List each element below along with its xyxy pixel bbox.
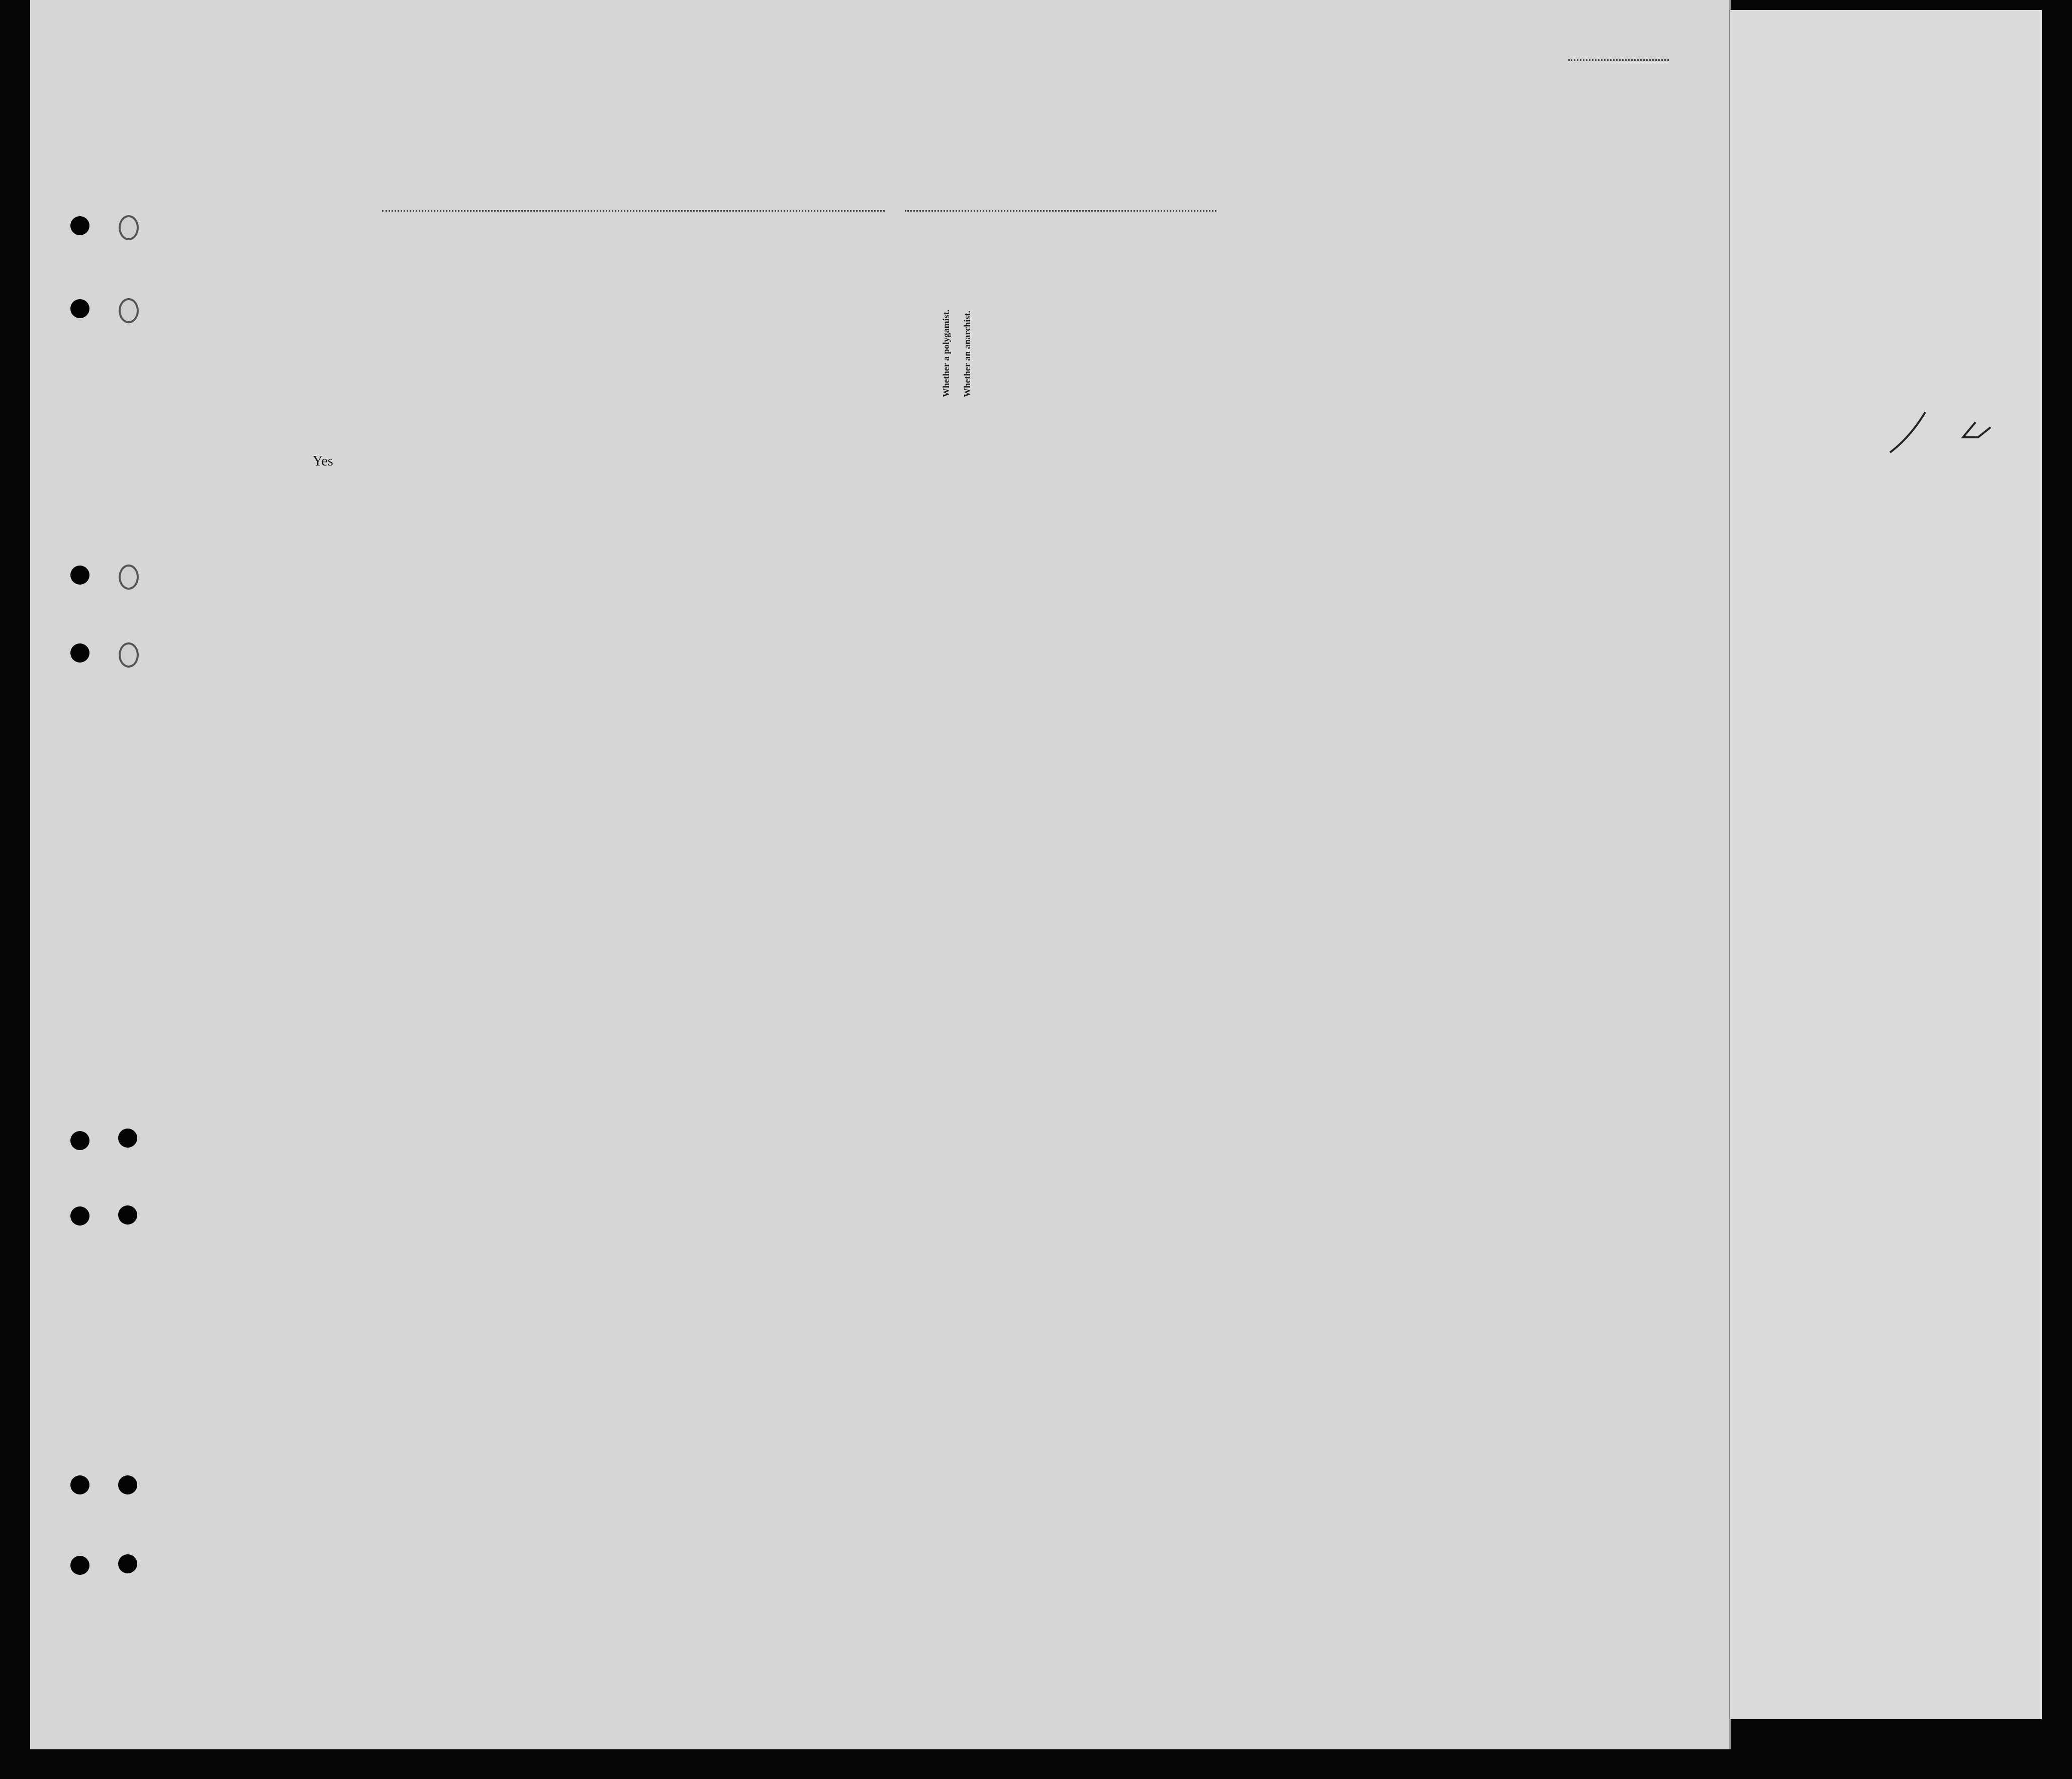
binder-hole: [70, 1556, 89, 1575]
visa-tick-mark: [1963, 422, 1991, 437]
binder-hole: [118, 1129, 137, 1148]
binder-hole: [118, 1475, 137, 1494]
binder-hole: [70, 1475, 89, 1494]
binder-hole: [70, 299, 89, 318]
binder-hole: [118, 1205, 137, 1225]
binder-hole: [70, 1131, 89, 1150]
col22-header: Whether a polygamist.: [941, 309, 951, 397]
binder-ring: [119, 565, 139, 590]
binder-hole: [70, 1206, 89, 1226]
visa-check-mark: [1890, 412, 1925, 452]
binder-ring: [119, 215, 139, 240]
binder-hole: [70, 216, 89, 235]
binder-hole: [70, 643, 89, 663]
binder-ring: [119, 298, 139, 323]
entry-money-yes: Yes: [313, 453, 333, 469]
binder-hole: [70, 566, 89, 585]
binder-ring: [119, 642, 139, 668]
col23-header: Whether an anarchist.: [962, 311, 972, 397]
binder-hole: [118, 1554, 137, 1573]
